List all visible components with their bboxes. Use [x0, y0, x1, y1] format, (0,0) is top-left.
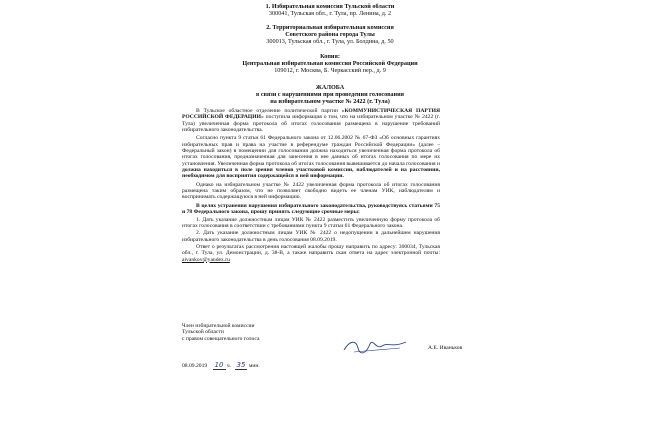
signer-name: А.Е. Иваньков: [428, 345, 463, 351]
copy-address: 109012, г. Москва, Б. Черкасский пер., д. 9: [274, 67, 386, 75]
paragraph-5-start: Ответ о результатах рассмотрения настоящей жалобы прошу направить по адресу: 300034, Тульская обл., г. Тула, ул. Демонстрации, д. 38-В, а также направить скан ответа на адрес электронной почты:: [182, 243, 440, 257]
addressee-2-address: 300013, Тульская обл., г. Тула, ул. Болдина, д. 50: [266, 38, 394, 46]
signer-role-3: с правом совещательного голоса: [182, 335, 260, 342]
complaint-subtitle-2: на избирательном участке № 2422 (г. Тула): [270, 98, 390, 106]
complaint-heading: ЖАЛОБА: [315, 84, 345, 91]
request-item-2: 2. Дать указание должностным лицам УИК № 2422 о недопущении в дальнейшем нарушения избирательного законодательства в день голосования 08.09.2019.: [182, 230, 440, 243]
addressee-2: [0, 24, 660, 46]
email-link[interactable]: aivankov@yandex.ru: [182, 256, 230, 263]
paragraph-2: [182, 135, 440, 179]
addressee-2-title: 2. Территориальная избирательная комиссия: [266, 24, 394, 31]
minute-handwritten: 35: [236, 361, 246, 369]
hour-handwritten: 10: [214, 361, 224, 369]
paragraph-1-start: В Тульское областное отделение политической партии «: [196, 108, 345, 114]
signer-role: [182, 323, 259, 342]
paragraph-2-bold: должна находиться в поле зрения членов участковой комиссии, наблюдателей и на расстоянии, необходимом для восприятия содержащейся в ней информации.: [182, 167, 440, 180]
hour-suffix: ч.: [226, 363, 232, 369]
date-time-line: [182, 362, 260, 369]
minute-suffix: мин.: [248, 363, 260, 369]
addressee-1: [0, 3, 660, 17]
complaint-subtitle-1: в связи с нарушениями при проведении голосования: [255, 91, 405, 99]
paragraph-4: В целях устранения нарушения избирательного законодательства, руководствуясь статьями 75 и 78 Федерального закона, прошу принять следующие срочные меры:: [182, 202, 440, 216]
copy-block: [0, 53, 660, 75]
complaint-heading-block: [0, 84, 660, 106]
copy-heading: Копия:: [320, 53, 340, 60]
paragraph-2-start: Согласно пункта 9 статьи 61 Федерального закона от 12.06.2002 № 67-ФЗ «Об основных гарантиях избирательных прав и права на участие в референдуме граждан Российской Федерации» (далее – Федеральный закон) в помещении для голосования должна находиться увеличенная форма протокола об итогах голосования, предназначенная для занесения в нее данных об итогах голосования по мере их установления. Увеличенная форма протокола об итогах голосования вывешивается до начала голосования и: [182, 135, 440, 167]
request-item-1: 1. Дать указание должностным лицам УИК № 2422 разместить увеличенную форму протокола об итогах голосования в соответствии с требованиями пункта 9 статьи 61 Федерального закона.: [182, 216, 440, 229]
party-name: КОММУНИСТИЧЕСКАЯ ПАРТИЯ РОССИЙСКОЙ ФЕДЕРАЦИИ: [182, 108, 440, 121]
paragraph-3: Однако на избирательном участке № 2422 увеличенная форма протокола об итогах голосования размещена таким образом, что не позволяет свободно видеть ее членам УИК, наблюдателям и воспринимать содержащуюся в ней информацию.: [182, 181, 440, 201]
addressee-2-title-2: Советского района города Тулы: [285, 31, 375, 39]
signer-role-2: Тульской области: [182, 329, 224, 336]
date: 08.09.2019: [182, 363, 208, 369]
paragraph-1-end: » поступила информация о том, что на избирательном участке № 2422 (г. Тула) увеличенная форма протокола об итогах голосования размещена в нарушение требований избирательного законодательства.: [182, 114, 440, 134]
addressee-1-address: 300041, Тульская обл., г. Тула, пр. Ленина, д. 2: [268, 10, 392, 18]
signer-role-1: Член избирательной комиссии: [182, 323, 255, 329]
copy-title: Центральная избирательная комиссия Российской Федерации: [242, 60, 418, 68]
complaint-body: [182, 108, 440, 263]
addressee-1-title: 1. Избирательная комиссия Тульской области: [265, 3, 395, 10]
paragraph-5: [182, 244, 440, 263]
paragraph-1: [182, 108, 440, 133]
handwritten-signature: [340, 336, 410, 356]
